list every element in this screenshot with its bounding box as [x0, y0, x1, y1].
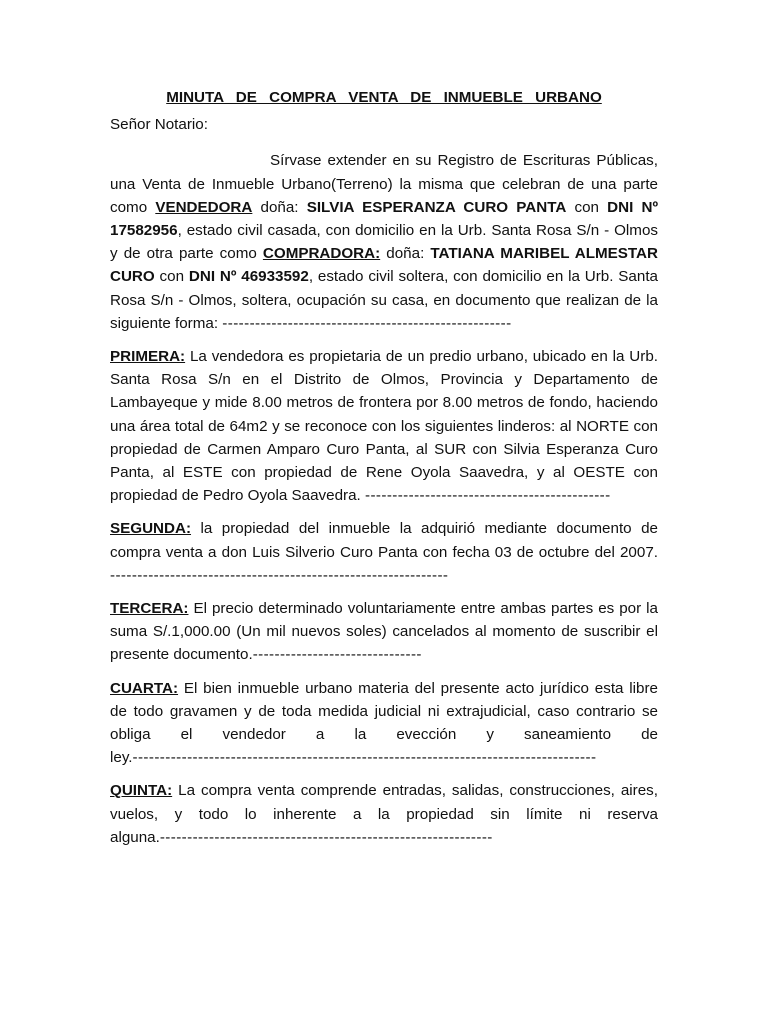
clause-quinta: [110, 779, 658, 849]
clause-quinta-label: QUINTA:: [110, 782, 173, 800]
clause-segunda-label: SEGUNDA:: [110, 520, 192, 538]
clause-tercera-text: El precio determinado voluntariamente entre ambas partes es por la suma S/.1,000.00 (Un mil nuevos soles) cancelados al momento de suscribir el presente documento.: [110, 600, 658, 664]
intro-text-5: doña:: [380, 245, 431, 263]
clause-cuarta-text: El bien inmueble urbano materia del presente acto jurídico esta libre de todo gravamen y de toda medida judicial ni extrajudicial, caso contrario se obliga el vendedor a la evección y saneamiento de ley.: [110, 679, 658, 767]
compradora-dni: DNI Nº 46933592: [188, 268, 309, 286]
clause-cuarta: [110, 677, 658, 770]
compradora-name: TATIANA MARIBEL ALMESTAR CURO: [110, 245, 658, 286]
vendedora-label: VENDEDORA: [155, 198, 253, 216]
intro-text-1: Sírvase extender en su Registro de Escrituras Públicas, una Venta de Inmueble Urbano(Terreno) la misma que celebran de una parte como: [110, 152, 658, 216]
clause-tercera-label: TERCERA:: [110, 600, 189, 618]
clause-primera: [110, 345, 658, 507]
clause-quinta-dashes: -------------------------------------------------------------: [159, 828, 493, 846]
clause-primera-dashes: ---------------------------------------------: [364, 487, 611, 505]
clause-tercera: [110, 597, 658, 667]
intro-text-6: con: [154, 268, 189, 286]
clause-segunda-text: la propiedad del inmueble la adquirió mediante documento de compra venta a don Luis Silverio Curo Panta con fecha 03 de octubre del 2007.: [110, 520, 658, 561]
compradora-label: COMPRADORA:: [262, 245, 381, 263]
clause-quinta-text: La compra venta comprende entradas, salidas, construcciones, aires, vuelos, y todo lo inherente a la propiedad sin límite ni reserva alguna.: [110, 782, 658, 846]
intro-text-3: con: [566, 198, 608, 216]
clause-primera-text: La vendedora es propietaria de un predio urbano, ubicado en la Urb. Santa Rosa S/n en el Distrito de Olmos, Provincia y Departamento de Lambayeque y mide 8.00 metros de frontera por 8.00 metros de fondo, haciendo una área total de 64m2 y se reconoce con los siguientes linderos: al NORTE con propiedad de Carmen Amparo Curo Panta, al SUR con Silvia Esperanza Curo Panta, al ESTE con propiedad de Rene Oyola Saavedra, y al OESTE con propiedad de Pedro Oyola Saavedra.: [110, 348, 658, 505]
document-page: [110, 86, 658, 859]
intro-dashes: -----------------------------------------------------: [222, 314, 512, 332]
document-title: MINUTA DE COMPRA VENTA DE INMUEBLE URBANO: [166, 89, 602, 106]
intro-text-7: , estado civil soltera, con domicilio en la Urb. Santa Rosa S/n - Olmos, soltera, ocupación su casa, en documento que realizan de la siguiente forma:: [110, 268, 658, 332]
clause-segunda-dashes: --------------------------------------------------------------: [110, 566, 449, 584]
clause-primera-label: PRIMERA:: [110, 348, 186, 366]
vendedora-name: SILVIA ESPERANZA CURO PANTA: [306, 198, 567, 216]
clause-cuarta-dashes: -------------------------------------------------------------------------------------: [132, 749, 597, 767]
clause-cuarta-label: CUARTA:: [110, 679, 179, 697]
intro-text-2: doña:: [252, 198, 307, 216]
greeting: Señor Notario:: [110, 116, 208, 134]
vendedora-dni: DNI Nº 17582956: [110, 198, 659, 240]
clause-tercera-dashes: -------------------------------: [252, 646, 422, 664]
intro-text-4: , estado civil casada, con domicilio en la Urb. Santa Rosa S/n - Olmos y de otra parte como: [110, 222, 658, 263]
intro-paragraph: [110, 149, 658, 335]
clause-segunda: [110, 517, 658, 587]
